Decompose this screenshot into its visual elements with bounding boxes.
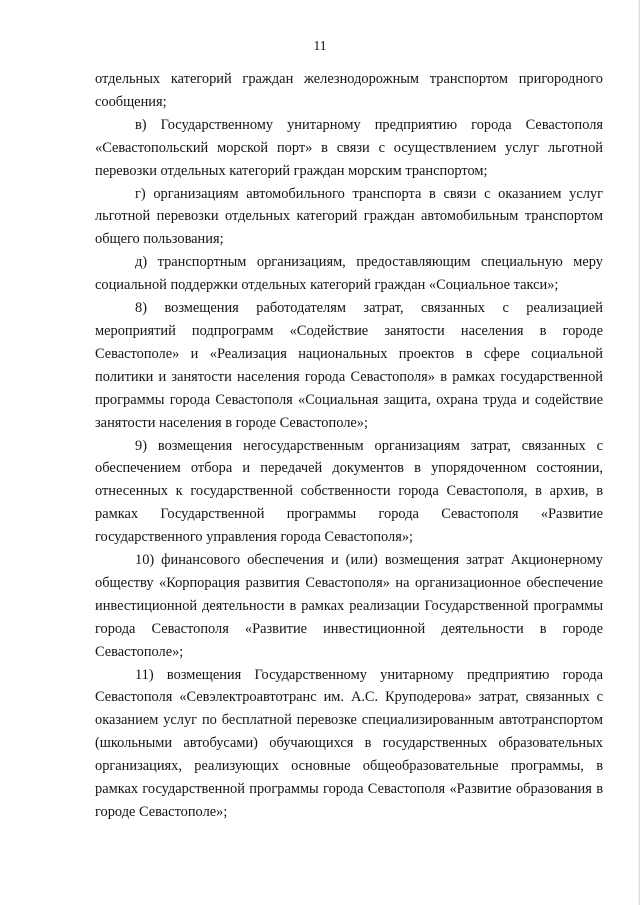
paragraph-item-10-development-corporation: 10) финансового обеспечения и (или) возмещения затрат Акционерному обществу «Корпорация развития Севастополя» на организационное обеспечение инвестиционной деятельности в рамках реализации Государственной программы города Севастополя «Развитие инвестиционной деятельности в городе Севастополе»; [95, 552, 603, 660]
page-number: 11 [313, 38, 327, 53]
paragraph-item-g-auto-transport: г) организациям автомобильного транспорта в связи с оказанием услуг льготной перевозки отдельных категорий граждан автомобильным транспортом общего пользования; [95, 185, 603, 248]
paragraph-item-11-school-buses: 11) возмещения Государственному унитарному предприятию города Севастополя «Севэлектроавтотранс им. А.С. Круподерова» затрат, связанных с оказанием услуг по бесплатной перевозке специализированным автотранспортом (школьными автобусами) обучающихся в государственных образовательных организациях, реализующих основные общеобразовательные программы, в рамках государственной программы города Севастополя «Развитие образования в городе Севастополе»; [95, 666, 603, 820]
document-body [95, 68, 603, 824]
paragraph-item-d-social-taxi: д) транспортным организациям, предоставляющим специальную меру социальной поддержки отдельных категорий граждан «Социальное такси»; [95, 254, 603, 294]
paragraph-item-8-employers: 8) возмещения работодателям затрат, связанных с реализацией мероприятий подпрограмм «Содействие занятости населения в городе Севастополе» и «Реализация национальных проектов в сфере социальной политики и занятости населения города Севастополя» в рамках государственной программы города Севастополя «Социальная защита, охрана труда и содействие занятости населения в городе Севастополе»; [95, 300, 603, 431]
paragraph-railway-continuation: отдельных категорий граждан железнодорожным транспортом пригородного сообщения; [95, 71, 603, 110]
paragraph-item-v-sea-port: в) Государственному унитарному предприятию города Севастополя «Севастопольский морской порт» в связи с осуществлением услуг льготной перевозки отдельных категорий граждан морским транспортом; [95, 116, 603, 179]
paragraph-item-9-archives: 9) возмещения негосударственным организациям затрат, связанных с обеспечением отбора и передачей документов в упорядоченном состоянии, отнесенных к государственной собственности города Севастополя, в архив, в рамках Государственной программы города Севастополя «Развитие государственного управления города Севастополя»; [95, 437, 603, 546]
